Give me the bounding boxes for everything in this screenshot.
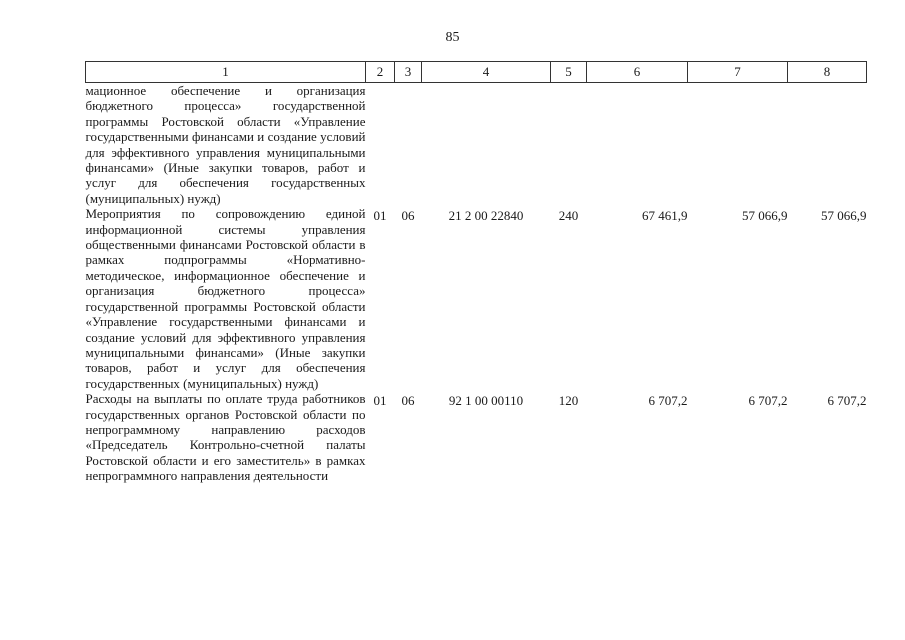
row-amount-col8 (788, 83, 867, 207)
table-row (86, 83, 867, 207)
row-description: Мероприятия по сопровождению единой информационной системы управления общественными финансами Ростовской области в рамках подпрограммы «Нормативно-методическое, информационное обеспечение и организация бюджетного процесса» государственной программы Ростовской области «Управление государственными финансами и создание условий для эффективного управления муниципальными финансами» (Иные закупки товаров, работ и услуг для обеспечения государственных (муниципальных) нужд) (85, 206, 366, 391)
header-col-1: 1 (86, 62, 366, 83)
row-amount-col7: 6 707,2 (748, 393, 788, 409)
row-description: Расходы на выплаты по оплате труда работников государственных органов Ростовской области по непрограммному направлению расходов «Председатель Контрольно-счетной палаты Ростовской области и его заместитель» в рамках непрограммного направления деятельности (85, 391, 366, 484)
table-row (86, 206, 867, 391)
header-col-5: 5 (551, 62, 587, 83)
row-expense-type: 120 (558, 393, 579, 409)
header-col-6: 6 (587, 62, 688, 83)
row-description: мационное обеспечение и организация бюджетного процесса» государственной программы Ростовской области «Управление государственными финансами и создание условий для эффективного управления муниципальными финансами» (Иные закупки товаров, работ и услуг для обеспечения государственных (муниципальных) нужд) (85, 83, 366, 206)
header-col-7: 7 (688, 62, 788, 83)
row-amount-col8: 6 707,2 (827, 393, 867, 409)
page-number: 85 (445, 30, 460, 45)
row-amount-col8: 57 066,9 (821, 208, 867, 224)
row-amount-col7 (688, 83, 788, 207)
row-section (366, 83, 395, 207)
row-amount-col7: 57 066,9 (742, 208, 788, 224)
row-subsection (395, 83, 422, 207)
row-expense-type (551, 83, 587, 207)
row-amount-col6: 67 461,9 (642, 208, 688, 224)
row-target-item: 92 1 00 00110 (448, 393, 524, 409)
table-body (86, 83, 867, 484)
header-col-3: 3 (395, 62, 422, 83)
row-target-item: 21 2 00 22840 (448, 208, 524, 224)
row-subsection: 06 (401, 208, 415, 224)
header-row (86, 62, 867, 83)
header-col-4: 4 (422, 62, 551, 83)
row-amount-col6: 6 707,2 (648, 393, 688, 409)
row-amount-col6 (587, 83, 688, 207)
budget-table (85, 61, 867, 484)
header-col-8: 8 (788, 62, 867, 83)
header-col-2: 2 (366, 62, 395, 83)
table-header (86, 62, 867, 83)
row-section: 01 (373, 393, 387, 409)
table-row (86, 391, 867, 483)
row-expense-type: 240 (558, 208, 579, 224)
row-section: 01 (373, 208, 387, 224)
row-subsection: 06 (401, 393, 415, 409)
row-target-item (422, 83, 551, 207)
